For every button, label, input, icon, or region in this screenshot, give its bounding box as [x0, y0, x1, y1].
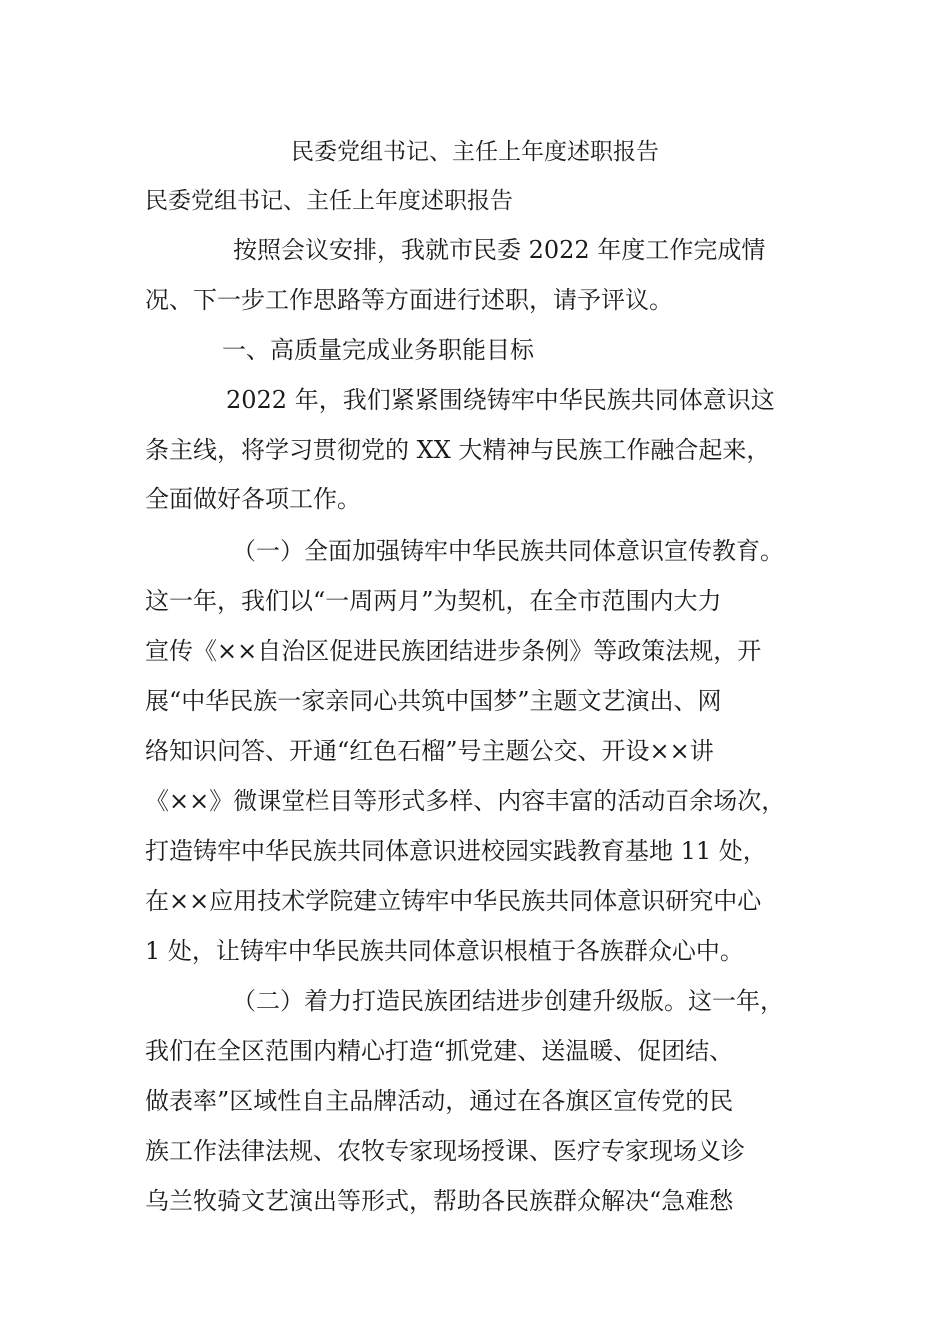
paragraph-line: 我们在全区范围内精心打造“抓党建、送温暖、促团结、 — [145, 1037, 734, 1065]
section-heading: 一、高质量完成业务职能目标 — [222, 336, 534, 364]
paragraph-line: 2022 年，我们紧紧围绕铸牢中华民族共同体意识这 — [226, 386, 775, 414]
paragraph-line: 乌兰牧骑文艺演出等形式，帮助各民族群众解决“急难愁 — [145, 1187, 734, 1215]
paragraph-line: 1 处，让铸牢中华民族共同体意识根植于各族群众心中。 — [145, 937, 744, 965]
paragraph-line: 这一年，我们以“一周两月”为契机，在全市范围内大力 — [145, 587, 722, 615]
paragraph-line: 族工作法律法规、农牧专家现场授课、医疗专家现场义诊 — [145, 1137, 745, 1165]
paragraph-line: 条主线，将学习贯彻党的 XX 大精神与民族工作融合起来， — [145, 436, 771, 464]
subsection-heading: （二）着力打造民族团结进步创建升级版。这一年， — [232, 987, 784, 1015]
paragraph-line: 宣传《××自治区促进民族团结进步条例》等政策法规，开 — [145, 637, 762, 665]
paragraph-line: 打造铸牢中华民族共同体意识进校园实践教育基地 11 处， — [145, 837, 767, 865]
paragraph-line: 在××应用技术学院建立铸牢中华民族共同体意识研究中心 — [145, 887, 762, 915]
paragraph-line: 《××》微课堂栏目等形式多样、内容丰富的活动百余场次， — [145, 787, 786, 815]
paragraph-line: 按照会议安排，我就市民委 2022 年度工作完成情 — [233, 236, 766, 264]
document-subtitle: 民委党组书记、主任上年度述职报告 — [145, 188, 513, 214]
paragraph-line: 况、下一步工作思路等方面进行述职，请予评议。 — [145, 286, 673, 314]
paragraph-line: 全面做好各项工作。 — [145, 485, 361, 513]
paragraph-line: 络知识问答、开通“红色石榴”号主题公交、开设××讲 — [145, 737, 714, 765]
document-title: 民委党组书记、主任上年度述职报告 — [291, 139, 659, 165]
subsection-heading: （一）全面加强铸牢中华民族共同体意识宣传教育。 — [232, 537, 784, 565]
paragraph-line: 展“中华民族一家亲同心共筑中国梦”主题文艺演出、网 — [145, 687, 722, 715]
paragraph-line: 做表率”区域性自主品牌活动，通过在各旗区宣传党的民 — [145, 1087, 734, 1115]
